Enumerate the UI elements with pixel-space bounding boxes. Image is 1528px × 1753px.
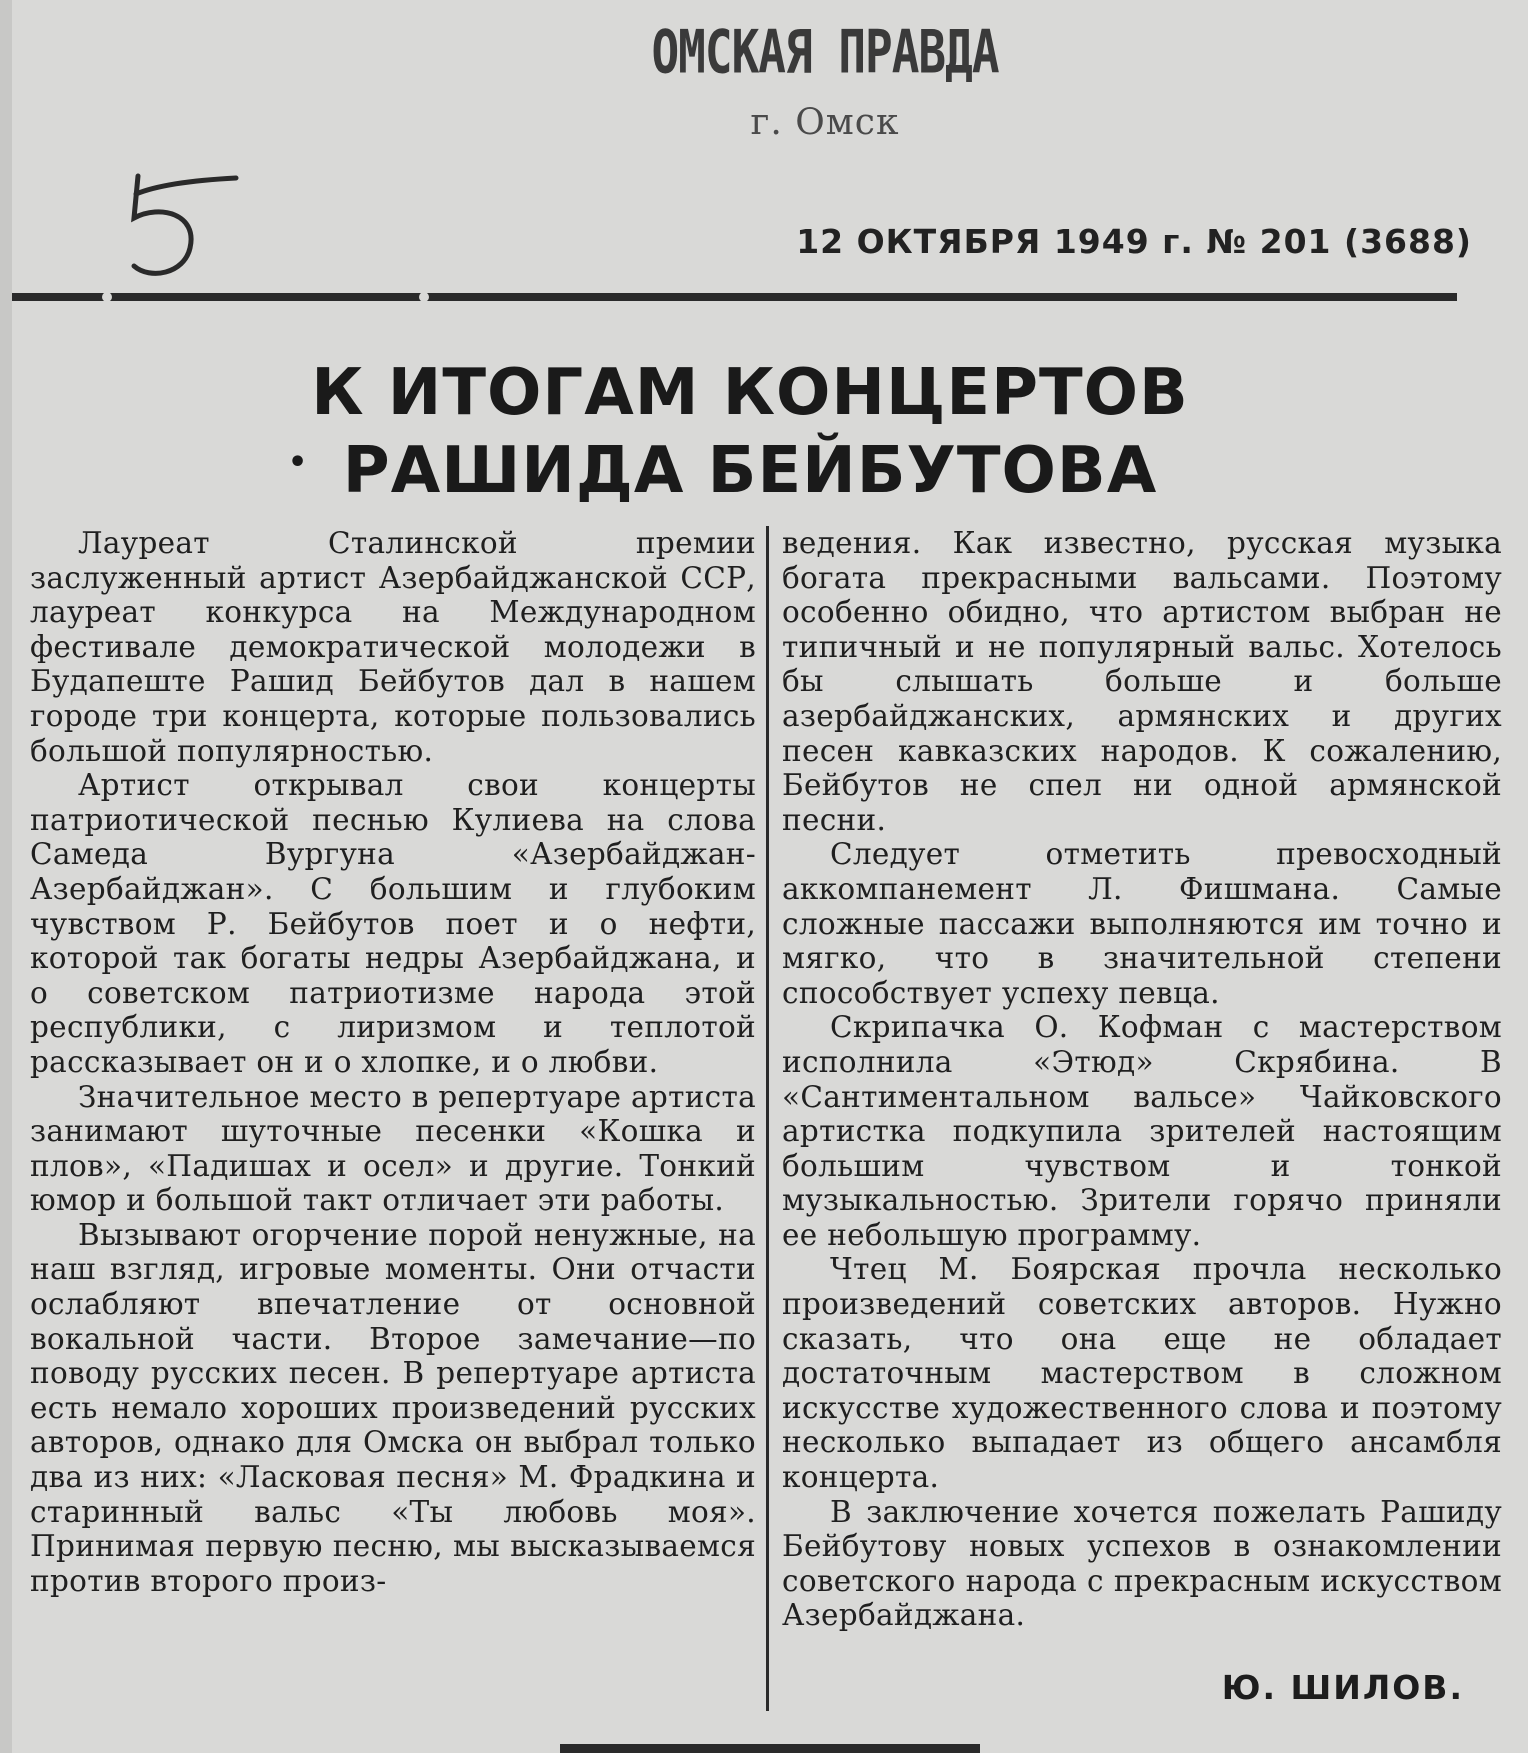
paragraph: Значительное место в репертуаре артиста занимают шуточные песенки «Кошка и плов», «Падишах и осел» и другие. Тонкий юмор и большой такт отличает эти работы.	[30, 1079, 756, 1218]
header-rule	[12, 290, 1457, 304]
paragraph: В заключение хочется пожелать Рашиду Бейбутову новых успехов в ознакомлении советского народа с прекрасным искусством Азербайджана.	[782, 1494, 1502, 1633]
newspaper-stamp	[630, 16, 1020, 143]
scan-edge	[0, 0, 12, 1753]
paragraph: Следует отметить превосходный аккомпанемент Л. Фишмана. Самые сложные пассажи выполняются им точно и мягко, что в значительной степени способствует успеху певца.	[782, 837, 1502, 1010]
headline-bullet-mark: •	[288, 445, 309, 480]
newspaper-name: ОМСКАЯ ПРАВДА	[651, 16, 999, 87]
paragraph-continuation: ведения. Как известно, русская музыка богата прекрасными вальсами. Поэтому особенно обидно, что артистом выбран не типичный и не популярный вальс. Хотелось бы слышать больше и больше азербайджанских, армянских и других песен кавказских народов. К сожалению, Бейбутов не спел ни одной армянской песни.	[782, 526, 1502, 837]
headline-line-2: РАШИДА БЕЙБУТОВА	[342, 434, 1158, 508]
article-column-right	[782, 526, 1502, 1633]
paragraph: Лауреат Сталинской премии заслуженный артист Азербайджанской ССР, лауреат конкурса на Международном фестивале демократической молодежи в Будапеште Рашид Бейбутов дал в нашем городе три концерта, которые пользовались большой популярностью.	[30, 526, 756, 768]
headline-line-1: К ИТОГАМ КОНЦЕРТОВ	[311, 356, 1189, 430]
author-signature: Ю. ШИЛОВ.	[1221, 1668, 1464, 1707]
article-headline	[270, 354, 1230, 510]
handwritten-number-mark	[120, 170, 250, 290]
column-divider	[766, 526, 769, 1711]
article-column-left	[30, 526, 756, 1598]
paragraph: Скрипачка О. Кофман с мастерством исполнила «Этюд» Скрябина. В «Сантиментальном вальсе» Чайковского артистка подкупила зрителей настоящим большим чувством и тонкой музыкальностью. Зрители горячо приняли ее небольшую программу.	[782, 1010, 1502, 1252]
paragraph: Чтец М. Боярская прочла несколько произведений советских авторов. Нужно сказать, что она еще не обладает достаточным мастерством в сложном искусстве художественного слова и поэтому несколько выпадает из общего ансамбля концерта.	[782, 1252, 1502, 1495]
paragraph: Артист открывал свои концерты патриотической песнью Кулиева на слова Самеда Вургуна «Азербайджан-Азербайджан». С большим и глубоким чувством Р. Бейбутов поет и о нефти, которой так богаты недры Азербайджана, и о советском патриотизме народа этой республики, с лиризмом и теплотой рассказывает он и о хлопке, и о любви.	[30, 768, 756, 1079]
bottom-rule	[560, 1744, 980, 1753]
paragraph: Вызывают огорчение порой ненужные, на наш взгляд, игровые моменты. Они отчасти ослабляют впечатление от основной вокальной части. Второе замечание—по поводу русских песен. В репертуаре артиста есть немало хороших произведений русских авторов, однако для Омска он выбрал только два из них: «Ласковая песня» М. Фрадкина и старинный вальс «Ты любовь моя». Принимая первую песню, мы высказываемся против второго произ-	[30, 1217, 756, 1598]
newspaper-city: г. Омск	[750, 102, 900, 143]
issue-dateline: 12 ОКТЯБРЯ 1949 г. № 201 (3688)	[796, 222, 1472, 261]
